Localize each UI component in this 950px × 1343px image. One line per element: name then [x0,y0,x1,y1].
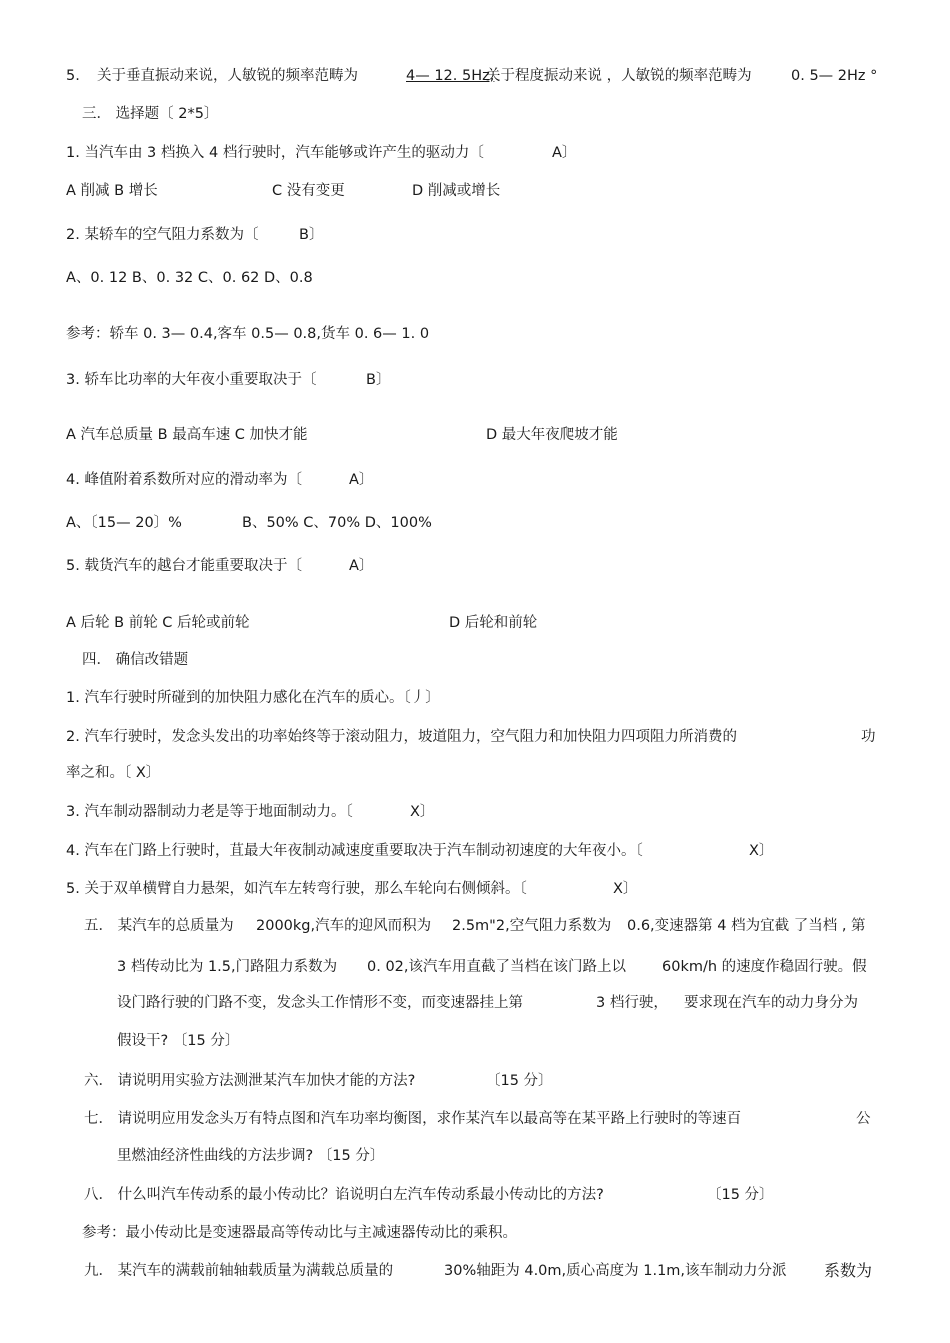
choice-2-options: A、0. 12 B、0. 32 C、0. 62 D、0.8 [66,270,313,286]
section-5-text-1b: 2000kg,汽车的迎风而积为 [256,918,432,934]
q5-vertical-range: 4— 12. 5Hz, [406,68,495,84]
choice-5-text: 5. 载货汽车的越台才能重要取决于〔 [66,558,302,574]
section-6-score: 〔15 分〕 [486,1073,553,1089]
q5-horizontal-range: 0. 5— 2Hz ° [791,68,878,84]
section-6-text: 六． 请说明用实验方法测泄某汽车加快才能的方法? [84,1073,416,1089]
choice-4-option-a: A、〔15— 20〕% [66,515,182,531]
choice-4-text: 4. 峰值附着系数所对应的滑动率为〔 [66,472,302,488]
true-false-4-text: 4. 汽车在门路上行驶时，苴最大年夜制动减速度重要取决于汽车制动初速度的大年夜小。〔 [66,843,643,859]
section-7-tail: 公 [856,1111,871,1127]
section-5-text-2c: 60km/h 的速度作稳固行驶。假 [662,959,867,975]
true-false-2-tail: 功 [861,729,876,745]
section-4-heading: 四． 确信改错题 [82,652,189,668]
choice-2-text: 2. 某轿车的空气阻力系数为〔 [66,227,259,243]
section-5-text-3a: 设门路行驶的门路不变，发念头工作情形不变，而变速器挂上第 [117,995,523,1011]
true-false-2-cont: 率之和。〔 X〕 [66,765,161,781]
choice-1-option-d: D 削减或增长 [412,183,501,199]
q5-number: 5. [66,68,80,84]
true-false-5-answer: X〕 [613,881,638,897]
choice-3-option-abc: A 汽车总质量 B 最高车速 C 加快才能 [66,427,308,443]
true-false-3-text: 3. 汽车制动器制动力老是等于地面制动力。〔 [66,804,353,820]
choice-3-text: 3. 轿车比功率的大年夜小重要取决于〔 [66,372,317,388]
section-5-line-4: 假设干? 〔15 分〕 [117,1033,240,1049]
choice-3-option-d: D 最大年夜爬坡才能 [486,427,618,443]
section-7-text-1: 七． 请说明应用发念头万有特点图和汽车功率均衡图，求作某汽车以最高等在某平路上行驶时的等速百 [84,1111,742,1127]
section-5-text-2b: 0. 02,该汽车用直截了当档在该门路上以 [367,959,627,975]
section-9-text-a: 九． 某汽车的满载前轴轴载质量为满载总质量的 [84,1263,394,1279]
section-3-heading: 三． 选择题〔 2*5〕 [82,106,219,122]
choice-4-answer: A〕 [349,472,374,488]
reference-1: 参考：轿车 0. 3— 0.4,客车 0.5— 0.8,货车 0. 6— 1. 0 [66,326,430,342]
q5-text-1: 关于垂直振动来说，人敏锐的频率范畴为 [97,68,358,84]
choice-2-answer: B〕 [299,227,324,243]
section-5-text-3b: 3 档行驶， [596,995,668,1011]
true-false-1: 1. 汽车行驶时所碰到的加快阻力感化在汽车的质心。〔丿〕 [66,690,440,706]
choice-3-answer: B〕 [366,372,391,388]
choice-5-option-d: D 后轮和前轮 [449,615,538,631]
section-5-text-3c: 要求现在汽车的动力身分为 [684,995,858,1011]
true-false-3-answer: X〕 [410,804,435,820]
q5-text-2: 关于程度振动来说 ，人敏锐的频率范畴为 [486,68,752,84]
choice-5-option-abc: A 后轮 B 前轮 C 后轮或前轮 [66,615,250,631]
section-7-line-2: 里燃油经济性曲线的方法步调? 〔15 分〕 [117,1148,385,1164]
choice-4-option-bcd: B、50% C、70% D、100% [242,515,432,531]
choice-5-answer: A〕 [349,558,374,574]
section-5-text-1c: 2.5m"2,空气阻力系数为 [452,918,612,934]
section-9-text-c: 系数为 [824,1261,873,1280]
choice-1-answer: A〕 [552,145,577,161]
section-8-text: 八． 什么叫汽车传动系的最小传动比？谄说明白左汽车传动系最小传动比的方法? [84,1187,604,1203]
section-5-text-2a: 3 档传动比为 1.5,门路阻力系数为 [117,959,338,975]
choice-1-option-c: C 没有变更 [272,183,345,199]
true-false-2-text: 2. 汽车行驶时，发念头发出的功率始终等于滚动阻力，坡道阻力，空气阻力和加快阻力四项阻力所消费的 [66,729,737,745]
section-9-text-b: 30%轴距为 4.0m,质心高度为 1.1m,该车制动力分派 [444,1263,787,1279]
section-5-text-1a: 五． 某汽车的总质量为 [84,918,234,934]
reference-2: 参考：最小传动比是变速器最高等传动比与主减速器传动比的乘积。 [82,1225,517,1241]
section-8-score: 〔15 分〕 [707,1187,774,1203]
section-5-text-1d: 0.6,变速器第 4 档为宜截 了当档 , 第 [627,918,866,934]
true-false-5-text: 5. 关于双单横臂自力悬架，如汽车左转弯行驶，那么车轮向右侧倾斜。〔 [66,881,527,897]
choice-1-text: 1. 当汽车由 3 档换入 4 档行驶时，汽车能够或许产生的驱动力〔 [66,145,484,161]
choice-1-option-ab: A 削减 B 增长 [66,183,158,199]
true-false-4-answer: X〕 [749,843,774,859]
